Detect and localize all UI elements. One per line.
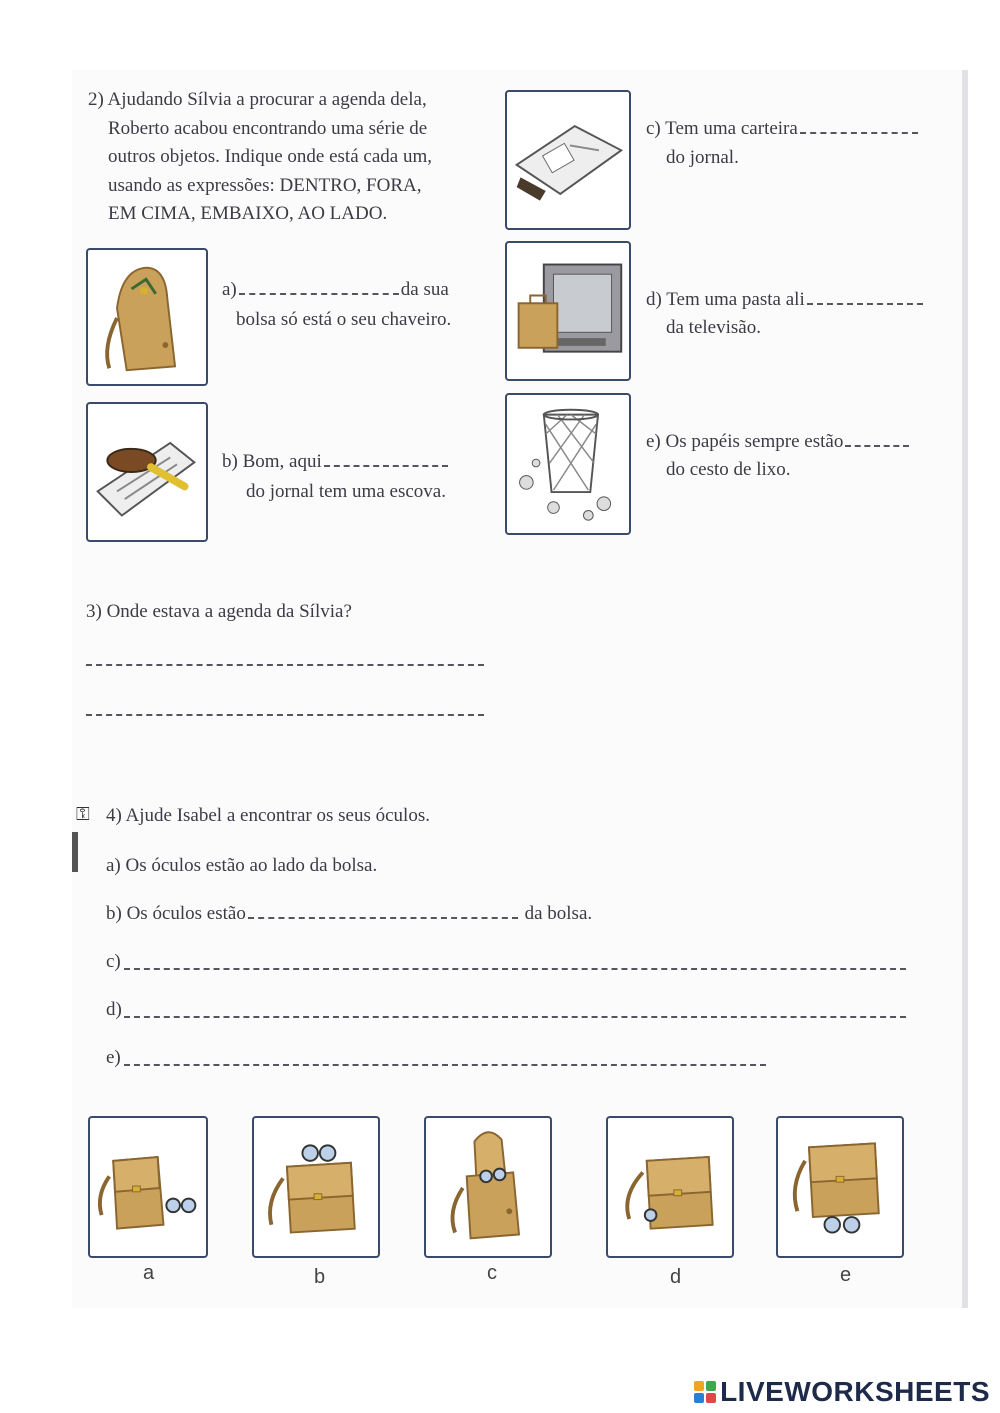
page-edge-mark (72, 832, 78, 872)
q2-b-line-2: do jornal tem uma escova. (246, 481, 446, 502)
q2-e-answer-blank[interactable] (845, 429, 909, 447)
image-wallet-under-newspaper (505, 90, 631, 230)
q2-b-answer-blank[interactable] (324, 449, 448, 467)
q3-question: 3) Onde estava a agenda da Sílvia? (86, 601, 352, 622)
q2-c-prefix: c) Tem uma carteira (646, 118, 798, 139)
q2-intro-line-5: EM CIMA, EMBAIXO, AO LADO. (108, 203, 388, 224)
wallet-newspaper-illustration (507, 92, 629, 228)
q4-a: a) Os óculos estão ao lado da bolsa. (106, 855, 378, 876)
q2-e-line-1 (646, 428, 911, 456)
q2-d-line-1 (646, 286, 925, 314)
q4-c-answer-line[interactable] (124, 968, 906, 970)
q2-b-prefix: b) Bom, aqui (222, 451, 322, 472)
q2-a-prefix: a) (222, 279, 237, 300)
q2-c-line-1 (646, 115, 920, 143)
q2-d-answer-blank[interactable] (807, 287, 923, 305)
image-glasses-under-bag (776, 1116, 904, 1258)
q4-title: 4) Ajude Isabel a encontrar os seus óculos. (106, 805, 430, 826)
q4-e-label: e) (106, 1047, 121, 1068)
glasses-behind-bag-illustration (608, 1118, 732, 1256)
key-icon: ⚿ (76, 804, 90, 825)
image-glasses-inside-bag (424, 1116, 552, 1258)
liveworksheets-logo-text: LIVEWORKSHEETS (720, 1376, 990, 1407)
q2-d-prefix: d) Tem uma pasta ali (646, 289, 805, 310)
q4-d-answer-line[interactable] (124, 1016, 906, 1018)
image-glasses-beside-bag (88, 1116, 208, 1258)
image-brush-on-newspaper (86, 402, 208, 542)
q3-answer-line-2[interactable] (86, 714, 484, 716)
q2-a-answer-blank[interactable] (239, 277, 399, 295)
image-briefcase-beside-tv (505, 241, 631, 381)
q4-b (106, 900, 592, 928)
bag-keys-illustration (88, 250, 206, 384)
q2-e-prefix: e) Os papéis sempre estão (646, 431, 844, 452)
glasses-under-bag-illustration (778, 1118, 902, 1256)
q4-d-label: d) (106, 999, 122, 1020)
q2-intro-line-4: usando as expressões: DENTRO, FORA, (108, 175, 422, 196)
q2-c-line-2: do jornal. (666, 147, 739, 168)
liveworksheets-logo-icon (694, 1381, 716, 1403)
caption-e: e (840, 1264, 852, 1286)
glasses-beside-bag-illustration (90, 1118, 206, 1256)
q2-a-line-2: bolsa só está o seu chaveiro. (236, 309, 452, 330)
q2-b-line-1 (222, 448, 450, 476)
image-trash-basket (505, 393, 631, 535)
q2-c-answer-blank[interactable] (800, 116, 918, 134)
trash-basket-illustration (507, 395, 629, 533)
brush-newspaper-illustration (88, 404, 206, 540)
q2-intro-line-1: 2) Ajudando Sílvia a procurar a agenda dela, (88, 89, 427, 110)
q2-intro-line-2: Roberto acabou encontrando uma série de (108, 118, 428, 139)
glasses-on-bag-illustration (254, 1118, 378, 1256)
liveworksheets-logo[interactable] (694, 1377, 990, 1407)
briefcase-tv-illustration (507, 243, 629, 379)
q4-c-label: c) (106, 951, 121, 972)
q2-a-suffix: da sua (400, 279, 449, 300)
image-bag-with-keys (86, 248, 208, 386)
q2-e-line-2: do cesto de lixo. (666, 459, 791, 480)
q2-a-line-1 (222, 276, 449, 304)
caption-c: c (487, 1262, 497, 1284)
image-glasses-behind-bag (606, 1116, 734, 1258)
q4-b-suffix: da bolsa. (524, 903, 593, 924)
q4-b-answer-blank[interactable] (248, 901, 518, 919)
caption-b: b (314, 1266, 326, 1288)
caption-a: a (143, 1262, 155, 1284)
q3-answer-line-1[interactable] (86, 664, 484, 666)
glasses-inside-bag-illustration (426, 1118, 550, 1256)
q4-e-answer-line[interactable] (124, 1064, 766, 1066)
q2-d-line-2: da televisão. (666, 317, 761, 338)
q2-intro-line-3: outros objetos. Indique onde está cada um, (108, 146, 432, 167)
image-glasses-on-bag (252, 1116, 380, 1258)
q4-b-prefix: b) Os óculos estão (106, 903, 246, 924)
caption-d: d (670, 1266, 682, 1288)
